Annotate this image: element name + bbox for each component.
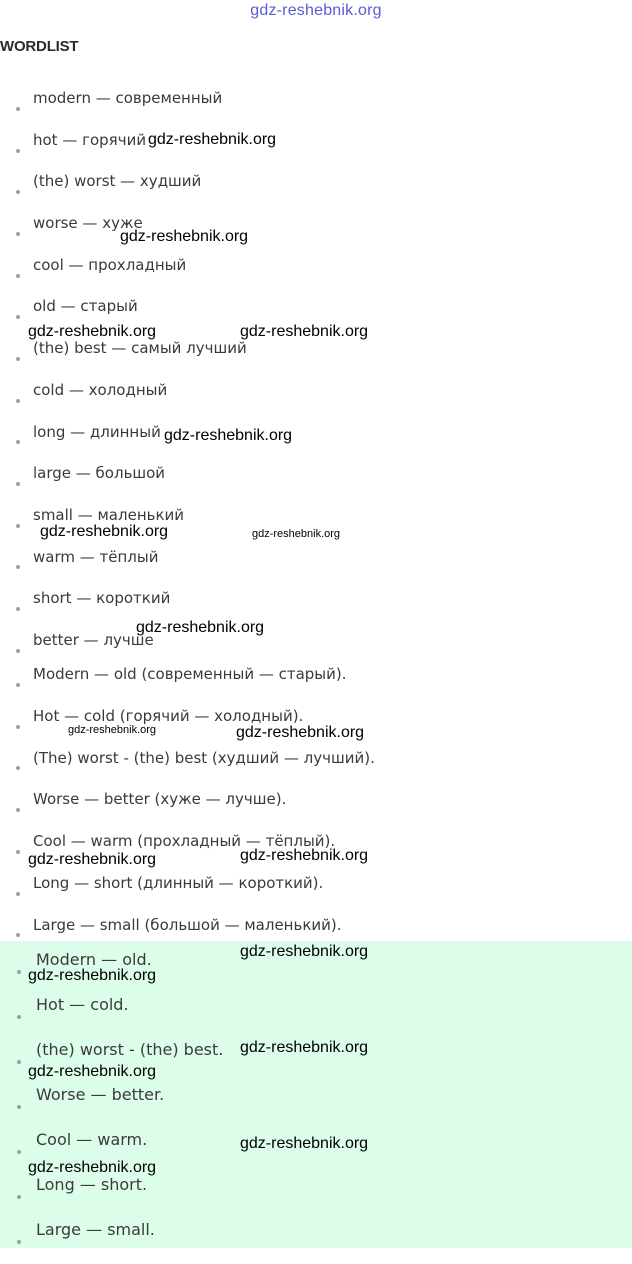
list-item: Cool — warm. — [0, 1129, 223, 1174]
watermark: gdz-reshebnik.org — [240, 847, 369, 864]
watermark: gdz-reshebnik.org — [136, 619, 265, 636]
watermark: gdz-reshebnik.org — [236, 724, 365, 741]
list-item: Long — short. — [0, 1174, 223, 1219]
list-item: Long — short (длинный — короткий). — [0, 873, 375, 915]
watermark: gdz-reshebnik.org — [240, 943, 369, 960]
list-item: long — длинный — [0, 422, 247, 464]
list-item: (the) best — самый лучший — [0, 338, 247, 380]
watermark: gdz-reshebnik.org — [28, 1159, 157, 1176]
list-item: large — большой — [0, 463, 247, 505]
list-item: Large — small. — [0, 1219, 223, 1264]
watermark: gdz-reshebnik.org — [240, 1039, 369, 1056]
watermark: gdz-reshebnik.org — [68, 724, 157, 736]
list-item: Large — small (большой — маленький). — [0, 915, 375, 957]
watermark: gdz-reshebnik.org — [40, 523, 169, 540]
watermark: gdz-reshebnik.org — [28, 1063, 157, 1080]
list-item: (the) worst — худший — [0, 171, 247, 213]
site-header-link[interactable]: gdz-reshebnik.org — [250, 2, 382, 19]
list-item: Modern — old. — [0, 949, 223, 994]
answers-list — [0, 949, 223, 1264]
watermark: gdz-reshebnik.org — [148, 131, 277, 148]
list-item: modern — современный — [0, 88, 247, 130]
list-item: Hot — cold (горячий — холодный). — [0, 706, 375, 748]
watermark: gdz-reshebnik.org — [240, 323, 369, 340]
wordlist-heading: WORDLIST — [0, 38, 79, 55]
list-item: Worse — better (хуже — лучше). — [0, 789, 375, 831]
watermark: gdz-reshebnik.org — [28, 967, 157, 984]
list-item: small — маленький — [0, 505, 247, 547]
list-item: worse — хуже — [0, 213, 247, 255]
watermark: gdz-reshebnik.org — [164, 427, 293, 444]
watermark: gdz-reshebnik.org — [252, 528, 341, 540]
list-item: hot — горячий — [0, 130, 247, 172]
wordlist — [0, 88, 247, 672]
list-item: (the) worst - (the) best. — [0, 1039, 223, 1084]
list-item: Cool — warm (прохладный — тёплый). — [0, 831, 375, 873]
list-item: old — старый — [0, 296, 247, 338]
opposites-list — [0, 664, 375, 956]
list-item: Modern — old (современный — старый). — [0, 664, 375, 706]
list-item: cold — холодный — [0, 380, 247, 422]
list-item: cool — прохладный — [0, 255, 247, 297]
list-item: Worse — better. — [0, 1084, 223, 1129]
watermark: gdz-reshebnik.org — [120, 228, 249, 245]
watermark: gdz-reshebnik.org — [28, 851, 157, 868]
list-item: (The) worst - (the) best (худший — лучший). — [0, 748, 375, 790]
watermark: gdz-reshebnik.org — [28, 323, 157, 340]
list-item: warm — тёплый — [0, 547, 247, 589]
watermark: gdz-reshebnik.org — [240, 1135, 369, 1152]
list-item: Hot — cold. — [0, 994, 223, 1039]
list-item: better — лучше — [0, 630, 247, 672]
list-item: short — короткий — [0, 588, 247, 630]
